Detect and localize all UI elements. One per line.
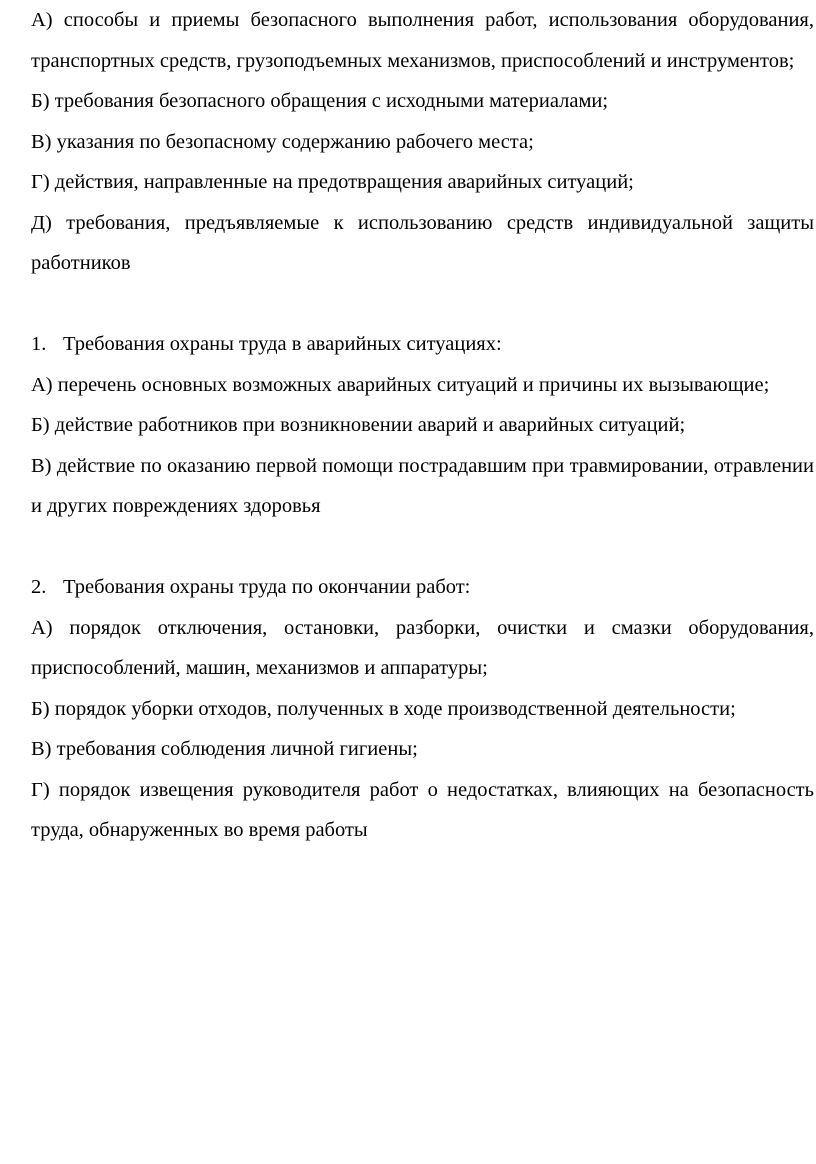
intro-item-a: А) способы и приемы безопасного выполнения работ, использования оборудования, транспортных средств, грузоподъемных механизмов, приспособлений и инструментов;	[31, 9, 814, 72]
section2-item-g: Г) порядок извещения руководителя работ о недостатках, влияющих на безопасность труда, обнаруженных во время работы	[31, 778, 814, 841]
section1-item-v: В) действие по оказанию первой помощи пострадавшим при травмировании, отравлении и других повреждениях здоровья	[31, 454, 814, 517]
section2-item-a: А) порядок отключения, остановки, разборки, очистки и смазки оборудования, приспособлений, машин, механизмов и аппаратуры;	[31, 616, 814, 679]
section2-title: Требования охраны труда по окончании работ:	[63, 576, 471, 598]
section2-number: 2.	[31, 576, 47, 598]
section-spacer	[31, 527, 814, 568]
intro-item-g: Г) действия, направленные на предотвращения аварийных ситуаций;	[31, 171, 634, 193]
section-spacer	[31, 284, 814, 325]
section1-number: 1.	[31, 333, 47, 355]
section1-title: Требования охраны труда в аварийных ситуациях:	[63, 333, 502, 355]
intro-item-d: Д) требования, предъявляемые к использованию средств индивидуальной защиты работников	[31, 211, 814, 274]
section1-item-b: Б) действие работников при возникновении аварий и аварийных ситуаций;	[31, 414, 686, 436]
document-page	[31, 0, 814, 851]
section1-heading	[31, 324, 814, 365]
section1-item-a: А) перечень основных возможных аварийных ситуаций и причины их вызывающие;	[31, 373, 770, 396]
section2-item-v: В) требования соблюдения личной гигиены;	[31, 738, 418, 760]
intro-item-v: В) указания по безопасному содержанию рабочего места;	[31, 130, 534, 153]
section2-heading	[31, 567, 814, 608]
section2-item-b: Б) порядок уборки отходов, полученных в ходе производственной деятельности;	[31, 697, 736, 720]
intro-item-b: Б) требования безопасного обращения с исходными материалами;	[31, 90, 609, 112]
